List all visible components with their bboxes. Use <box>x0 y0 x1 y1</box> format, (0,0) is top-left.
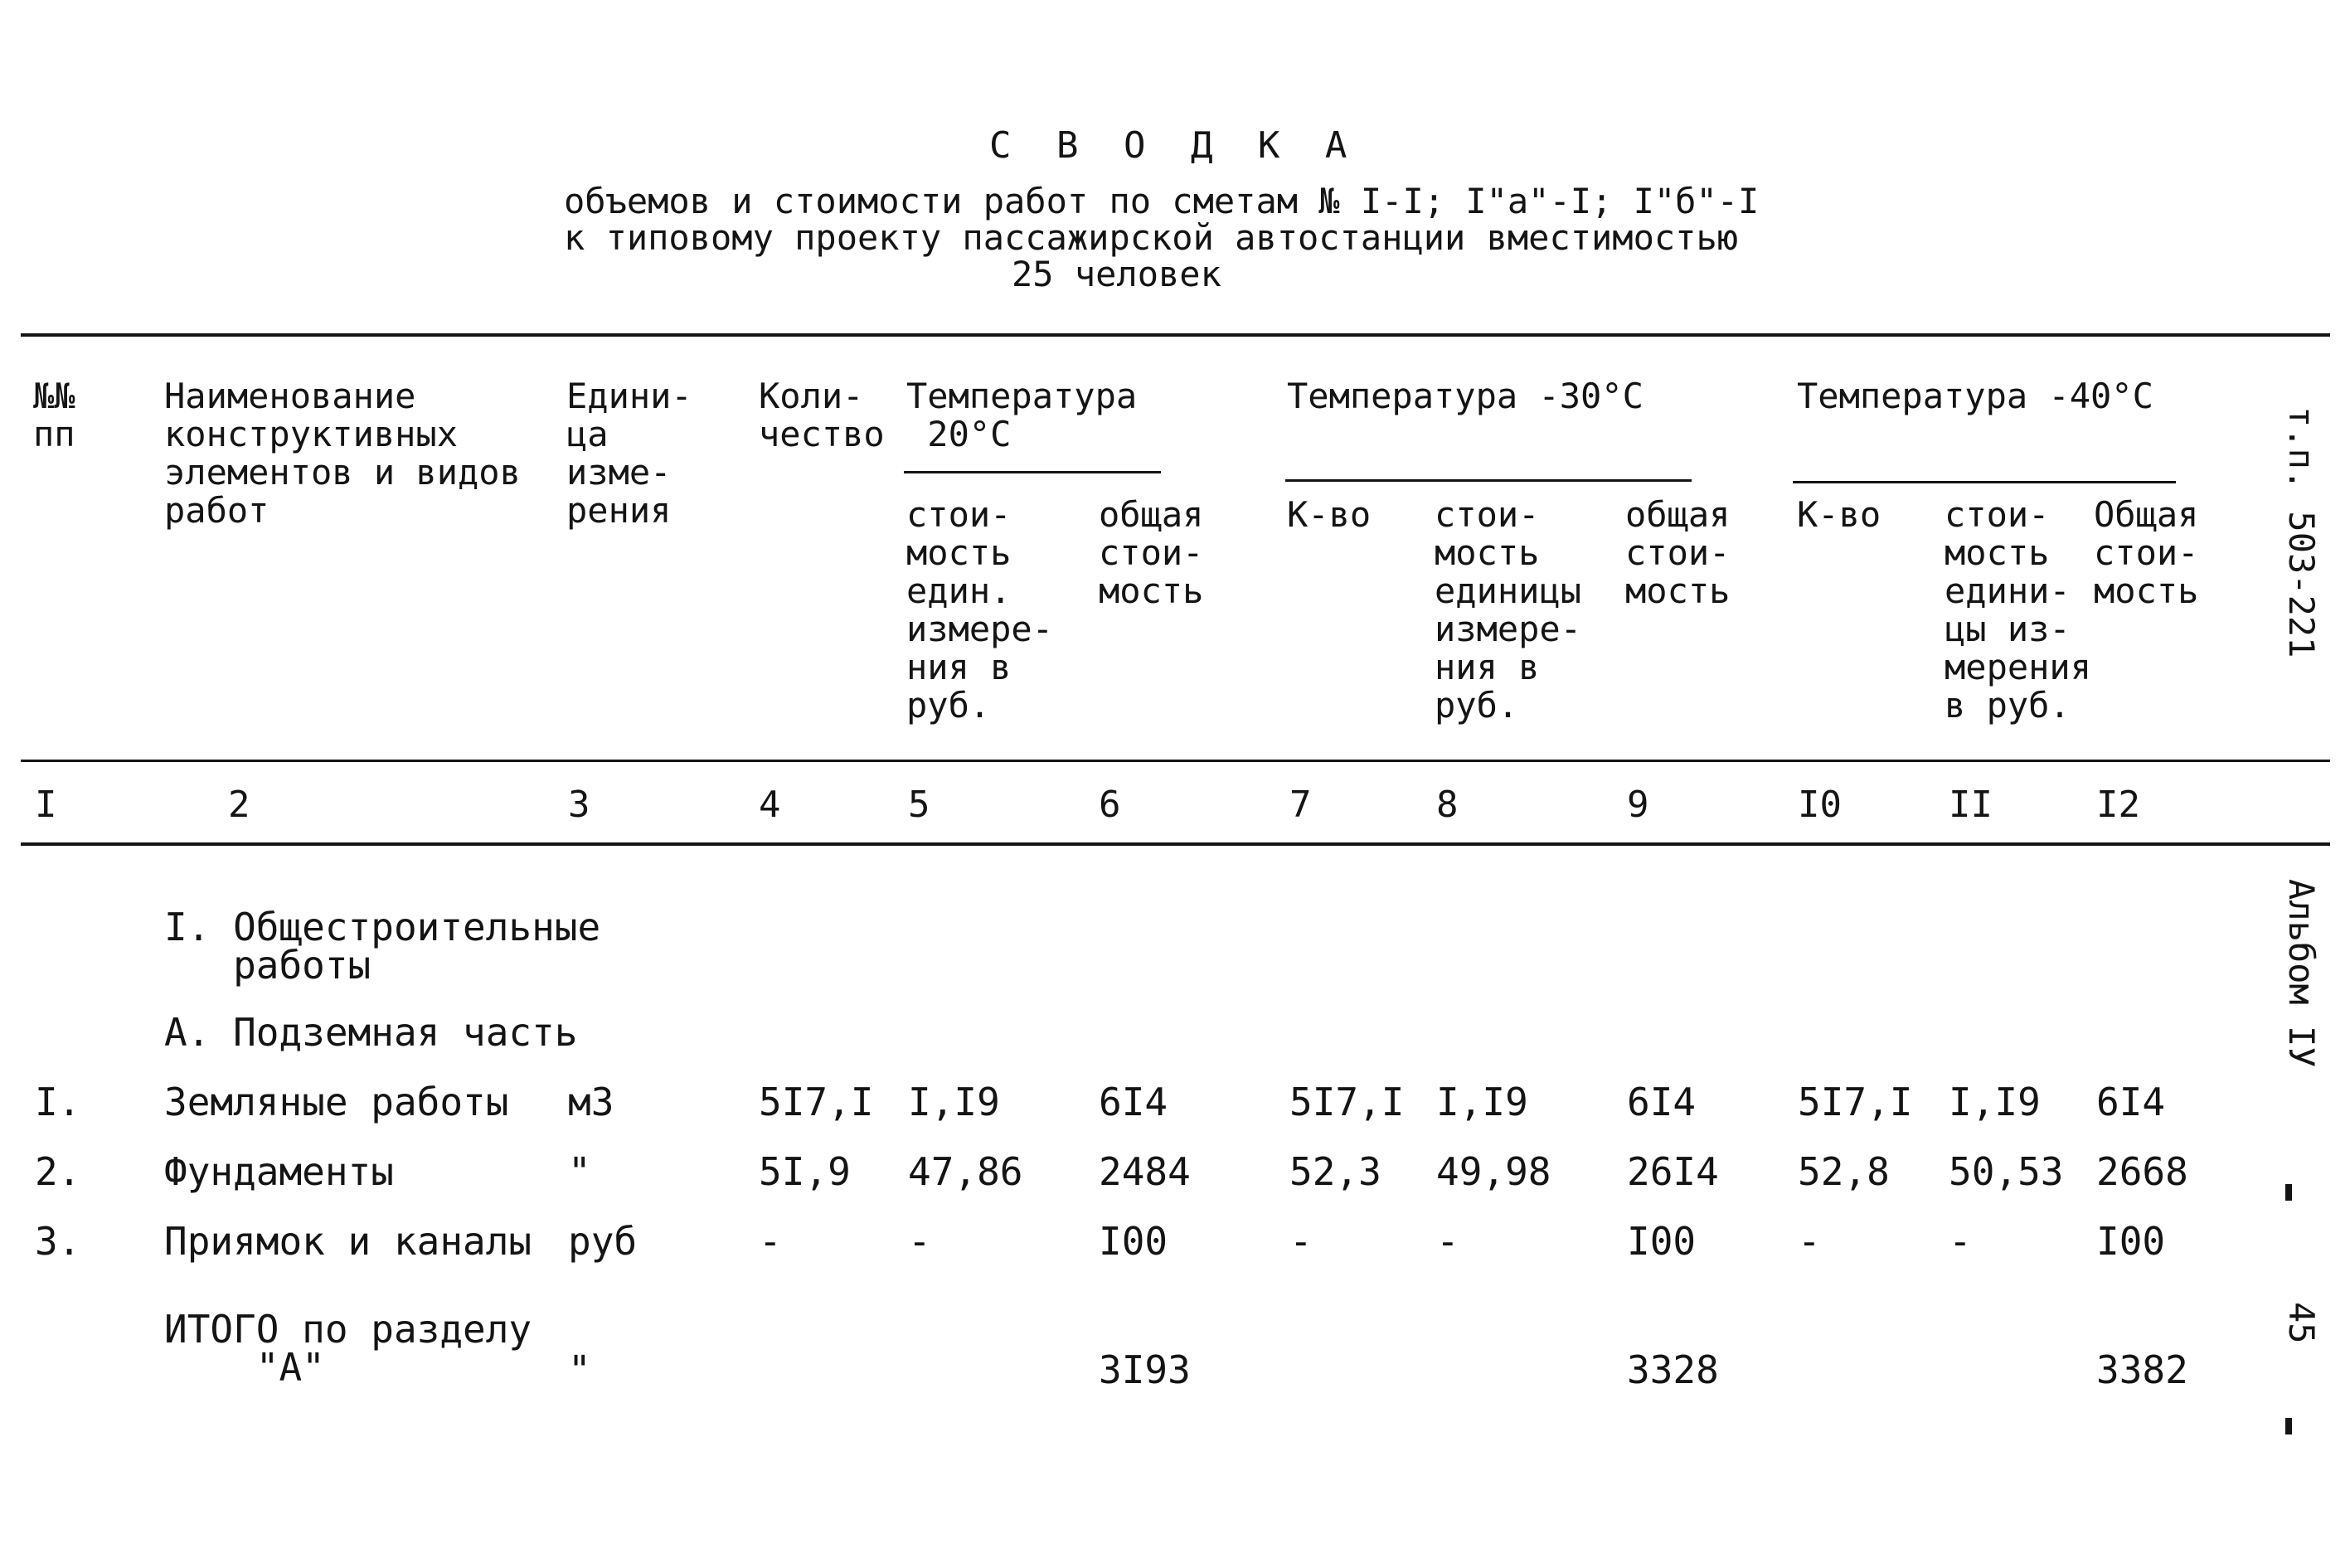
colnum-12: I2 <box>2096 784 2140 826</box>
colnum-1: I <box>35 784 57 826</box>
row-3-unit-cost-20: - <box>908 1219 931 1264</box>
header-col9: общая стои- мость <box>1625 494 1731 611</box>
section-heading-a: А. Подземная часть <box>164 1010 578 1055</box>
colnum-5: 5 <box>908 784 930 826</box>
colnum-4: 4 <box>759 784 781 826</box>
temp40-underline <box>1793 481 2176 483</box>
margin-mark <box>2285 1184 2292 1201</box>
row-3-unit: руб <box>568 1219 638 1264</box>
row-3-name: Приямок и каналы <box>164 1219 532 1264</box>
row-2-unit-cost-40: 50,53 <box>1949 1149 2064 1194</box>
colnum-6: 6 <box>1099 784 1121 826</box>
row-3-unit-cost-40: - <box>1949 1219 1972 1264</box>
row-2-no: 2. <box>35 1149 81 1194</box>
subtitle-line-2: к типовому проекту пассажирской автостанции вместимостью <box>564 217 1739 258</box>
section-heading-1: I. Общестроительные работы <box>164 905 601 988</box>
row-2-qty-40: 52,8 <box>1798 1149 1890 1194</box>
row-3-total-20: I00 <box>1099 1219 1168 1264</box>
margin-mark <box>2285 1418 2292 1435</box>
header-bottom-rule <box>21 760 2330 762</box>
colnum-3: 3 <box>568 784 590 826</box>
header-col12: Общая стои- мость <box>2094 494 2199 611</box>
row-2-name: Фундаменты <box>164 1149 394 1194</box>
row-3-unit-cost-30: - <box>1436 1219 1459 1264</box>
header-col-name: Наименование конструктивных элементов и видов работ <box>164 376 521 531</box>
row-1-unit-cost-40: I,I9 <box>1949 1080 2041 1124</box>
side-album-label: Альбом IУ <box>2281 879 2322 1068</box>
row-1-total-30: 6I4 <box>1627 1080 1697 1124</box>
header-col7: К-во <box>1287 494 1372 535</box>
row-2-total-20: 2484 <box>1099 1149 1191 1194</box>
row-1-name: Земляные работы <box>164 1080 509 1124</box>
row-1-qty-40: 5I7,I <box>1798 1080 1913 1124</box>
row-3-qty: - <box>759 1219 782 1264</box>
row-2-qty-30: 52,3 <box>1289 1149 1381 1194</box>
row-2-total-40: 2668 <box>2096 1149 2188 1194</box>
subtitle-line-1: объемов и стоимости работ по сметам № I-I; I"а"-I; I"б"-I <box>564 181 1760 221</box>
colnum-2: 2 <box>228 784 250 826</box>
side-project-number: т.п. 503-221 <box>2281 406 2322 658</box>
row-1-unit-cost-20: I,I9 <box>908 1080 1000 1124</box>
row-3-total-40: I00 <box>2096 1219 2166 1264</box>
row-2-qty: 5I,9 <box>759 1149 851 1194</box>
header-col-unit: Едини- ца изме- рения <box>566 376 692 531</box>
row-3-no: 3. <box>35 1219 81 1264</box>
header-col-no: №№ пп <box>33 376 75 454</box>
colnum-8: 8 <box>1436 784 1459 826</box>
total-row-label: ИТОГО по разделу "А" <box>164 1307 532 1390</box>
document-title: С В О Д К А <box>989 124 1359 167</box>
temp30-underline <box>1285 479 1692 482</box>
colnum-10: I0 <box>1798 784 1842 826</box>
header-col5: стои- мость един. измере- ния в руб. <box>906 494 1054 726</box>
total-row-total-30: 3328 <box>1627 1347 1719 1392</box>
row-1-total-40: 6I4 <box>2096 1080 2166 1124</box>
row-2-total-30: 26I4 <box>1627 1149 1719 1194</box>
row-1-unit: м3 <box>568 1080 614 1124</box>
row-3-qty-40: - <box>1798 1219 1821 1264</box>
total-row-unit: " <box>568 1347 591 1392</box>
header-col-qty: Коли- чество <box>759 376 885 454</box>
subtitle-line-3: 25 человек <box>1012 254 1221 294</box>
temp20-underline <box>904 471 1161 473</box>
total-row-total-20: 3I93 <box>1099 1347 1191 1392</box>
colnum-9: 9 <box>1627 784 1649 826</box>
row-2-unit: " <box>568 1149 591 1194</box>
row-2-unit-cost-30: 49,98 <box>1436 1149 1551 1194</box>
row-1-qty-30: 5I7,I <box>1289 1080 1405 1124</box>
header-col8: стои- мость единицы измере- ния в руб. <box>1435 494 1582 726</box>
row-1-no: I. <box>35 1080 81 1124</box>
header-col10: К-во <box>1797 494 1881 535</box>
header-col11: стои- мость едини- цы из- мерения в руб. <box>1945 494 2092 726</box>
colnum-7: 7 <box>1289 784 1312 826</box>
header-temp40: Температура -40°С <box>1797 376 2153 416</box>
side-page-number: 45 <box>2281 1302 2322 1344</box>
header-col6: общая стои- мость <box>1099 494 1204 611</box>
header-temp30: Температура -30°С <box>1287 376 1644 416</box>
colnum-11: II <box>1949 784 1993 826</box>
header-top-rule <box>21 333 2330 337</box>
row-1-total-20: 6I4 <box>1099 1080 1168 1124</box>
header-temp20: Температура 20°С <box>906 376 1138 454</box>
row-3-qty-30: - <box>1289 1219 1313 1264</box>
row-1-qty: 5I7,I <box>759 1080 874 1124</box>
row-1-unit-cost-30: I,I9 <box>1436 1080 1528 1124</box>
column-numbers-rule <box>21 842 2330 846</box>
total-row-total-40: 3382 <box>2096 1347 2188 1392</box>
row-2-unit-cost-20: 47,86 <box>908 1149 1023 1194</box>
row-3-total-30: I00 <box>1627 1219 1697 1264</box>
